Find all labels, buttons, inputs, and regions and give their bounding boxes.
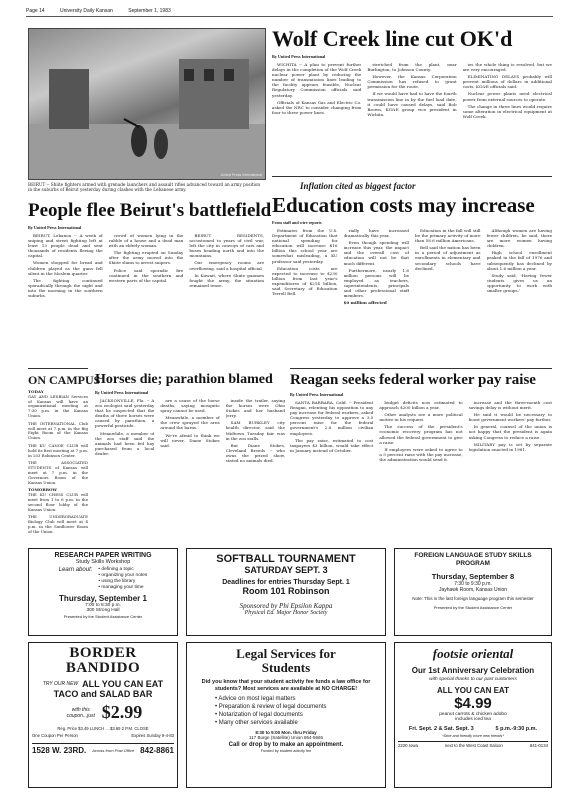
beirut-photo xyxy=(28,28,266,180)
ad-footsie-oriental xyxy=(394,642,552,788)
education-col-3 xyxy=(415,228,481,365)
horses-headline: Horses die; parathion blamed xyxy=(95,372,273,387)
paragraph: Education in the fall will still be the primary activity of more than 58.6 million Americans. xyxy=(415,228,481,244)
paragraph: Although women are having fewer children, he said, there are more women having children. xyxy=(486,228,552,249)
ad-bullet: • Preparation & review of legal documents xyxy=(215,704,327,710)
page-number: Page 14 xyxy=(26,8,45,14)
paragraph: SANTA BARBARA, Calif. -- President Reagan, relenting his opposition to any pay increase for federal workers, asked Congress yesterday to approve a 3.5 percent raise for the federal government's 2.8 million civilian employees. xyxy=(290,400,374,436)
education-body xyxy=(272,228,552,365)
ad-bullet: • managing your time xyxy=(98,585,144,590)
paragraph: Estimates from the U.S. Department of Education that national spending for education will increase $16 billion this school year are somewhat misleading, a KU professor said yesterday. xyxy=(272,228,338,264)
ad-coupon: with this coupon...just xyxy=(66,706,95,719)
paragraph: We're afraid to think we will never, Diane Stokes said. xyxy=(160,432,220,448)
list-item xyxy=(28,444,88,458)
ad-sponsor: Sponsored by Phi Epsilon Kappa xyxy=(239,602,333,610)
paragraph: Women shopped for bread and children played as the guns fell silent in the Moslem quarter. xyxy=(28,260,103,276)
ad-phone: 842-8861 xyxy=(140,746,174,755)
paragraph: The pay raise, estimated to cost taxpayers $3 billion, would take effect in January instead of October. xyxy=(290,437,374,453)
ad-legal-services xyxy=(186,642,386,788)
ad-date: SATURDAY SEPT. 3 xyxy=(244,565,328,575)
education-kicker: Inflation cited as biggest factor xyxy=(300,181,416,191)
horses-col-3 xyxy=(226,398,285,542)
beirut-col-1 xyxy=(28,233,103,365)
list-item xyxy=(28,488,88,512)
reagan-col-1 xyxy=(290,400,373,542)
reagan-col-3 xyxy=(469,400,552,542)
subhead: $0 million affected xyxy=(343,300,387,306)
list-item xyxy=(28,390,88,419)
divider xyxy=(28,368,88,369)
ad-sponsor: Presented by the Student Assistance Center xyxy=(433,605,513,610)
ad-price: $2.99 xyxy=(101,702,143,722)
paragraph: The success of the president's economic recovery program has not allowed the federal government to give a raise. xyxy=(379,424,463,445)
paragraph: BEIRUT RESIDENTS, accustomed to years of civil war, left the city in convoys of cars and buses heading north and into the mountains. xyxy=(189,233,265,259)
ad-dates: Fri. Sept. 2 & Sat. Sept. 3 xyxy=(408,726,474,732)
education-col-1 xyxy=(272,228,338,365)
beirut-col-2 xyxy=(109,233,184,365)
paragraph: JACKSONVILLE, Fla. -- A zoo zoologist said yesterday that he suspected that the deaths of three horses were caused by parathion, a powerful pesticide. xyxy=(95,398,155,429)
beirut-headline: People flee Beirut's battlefield xyxy=(28,200,272,221)
paragraph: increase and the three-month cost savings delay is without merit. xyxy=(468,400,552,411)
ad-learn-label: Learn about: xyxy=(58,567,93,573)
paragraph: In general, counsel of the union is not happy that the president is again asking Congress to reduce a raise. xyxy=(468,424,552,440)
item-text: THE ASSOCIATED STUDENTS of Kansas will meet at 7 p.m. in the Governors Room of the Kansas Union. xyxy=(28,460,88,485)
ad-date: Thursday, September 8 xyxy=(431,572,515,581)
ad-bullet: • organizing your notes xyxy=(98,573,148,578)
paragraph: Furthermore, nearly 1.6 million persons will be employed as teachers, superintendents, principals and other professional staff members. xyxy=(343,267,409,299)
ad-question: Did you know that your student activity fee funds a law office for students? Most services are available at NO CHARGE! xyxy=(201,679,371,692)
paragraph: budget deficits now estimated to approach $200 billion a year. xyxy=(379,400,463,411)
paragraph: Nuclear power plants need electrical power from external sources to operate. xyxy=(462,91,552,102)
ad-bullet: • Many other services available xyxy=(215,720,298,726)
ad-date: Thursday, September 1 xyxy=(59,594,147,603)
ad-title: FOREIGN LANGUAGE STUDY SKILLS PROGRAM xyxy=(414,552,532,567)
ad-foreign-language xyxy=(394,548,552,636)
ad-border-bandido xyxy=(28,642,178,788)
reagan-body xyxy=(290,400,552,542)
ad-one-coupon: One Coupon Per Person xyxy=(32,733,78,738)
ad-location: Across from Post Office xyxy=(92,748,135,753)
ad-item: TACO and SALAD BAR xyxy=(53,689,153,699)
ad-tryour: TRY OUR NEW xyxy=(42,681,79,687)
ad-reg-price: Reg. Price $3.49 LUNCH ... $3.69 2 P.M. CLOSE xyxy=(57,726,149,731)
ad-sponsor: Presented by the Student Assistance Center xyxy=(63,614,143,619)
beirut-byline: By United Press International xyxy=(28,225,82,230)
ad-menu: includes iced tea xyxy=(455,717,491,722)
item-text: THE KU CANOE CLUB will hold its first meeting at 7 p.m. in 203 Robinson Center. xyxy=(28,442,88,458)
ad-anniversary: Our 1st Anniversary Celebration xyxy=(411,666,535,675)
ad-title: Legal Services for Students xyxy=(236,646,336,675)
list-item xyxy=(28,422,88,441)
ad-place: 300 Strong Hall xyxy=(86,608,120,613)
page-header xyxy=(26,8,553,17)
list-item xyxy=(28,515,88,534)
divider xyxy=(272,176,552,177)
wolfcreek-headline: Wolf Creek line cut OK'd xyxy=(272,26,513,51)
paragraph: Bell said the nation has been in a period of adjustment as enrollments in elementary and secondary schools have declined. xyxy=(415,245,481,271)
paragraph: However, the Kansas Corporation Commission has refused to grant permission for the route. xyxy=(367,74,457,90)
ad-call: Call or drop by to make an appointment. xyxy=(228,742,344,748)
photo-scene xyxy=(29,29,265,179)
paragraph: He said it would be necessary to boost government workers' pay further. xyxy=(468,412,552,423)
ad-subtitle: Study Skills Workshop xyxy=(75,559,131,565)
paragraph: If we would have had to have the fourth transmission line in by the fuel load date, it could have caused delays, said Bob Brown, KG&E group vice president in Wichita. xyxy=(367,91,457,117)
horses-byline: By United Press International xyxy=(95,390,149,395)
education-col-4 xyxy=(487,228,553,365)
paragraph: Education costs are expected to increase to $230 billion from last year's expenditures of $214 billion, said Secretary of Education Terrell Bell. xyxy=(272,265,338,297)
issue-date: September 1, 1983 xyxy=(128,8,171,14)
horses-col-2 xyxy=(160,398,219,542)
list-item xyxy=(28,461,88,485)
photo-caption: BEIRUT -- Shiite fighters armed with grenade launchers and assault rifles advanced toward an army position in the suburbs of Beirut yesterday during clashes with the Lebanese army. xyxy=(28,182,261,192)
paper-name: University Daily Kansan xyxy=(60,8,113,14)
paragraph: rially have increased dramatically this year. xyxy=(343,228,409,239)
ad-funded: Funded by student activity fee xyxy=(260,749,312,753)
beirut-body xyxy=(28,233,264,365)
paragraph: The fighting erupted on Sunday after the army moved into the Shiite slums to arrest snipers. xyxy=(108,250,184,266)
ad-bullet: • Notarization of legal documents xyxy=(215,712,303,718)
item-head: TODAY xyxy=(28,390,44,394)
ad-hours: 5 p.m.-9:30 p.m. xyxy=(495,726,538,732)
ad-title: SOFTBALL TOURNAMENT xyxy=(216,553,356,565)
paragraph: stretched from the plant, near Burlington, to Johnson County. xyxy=(367,62,457,73)
wolfcreek-byline: By United Press International xyxy=(272,54,326,59)
reagan-headline: Reagan seeks federal worker pay raise xyxy=(290,372,536,388)
ad-hours: 8:30 to 5:00 Mon. thru Friday xyxy=(255,730,317,735)
ad-menu: peanut carrots & chicken adobo xyxy=(439,712,507,717)
ad-room: Room 101 Robinson xyxy=(242,586,330,596)
ad-title: footsie oriental xyxy=(432,646,514,661)
paragraph: The fighting continued sporadically through the night and into the morning in the southern suburbs. xyxy=(28,277,103,299)
paragraph: In Kuwait, where Shiite gunmen fought the army, the situation remained tense. xyxy=(189,272,265,288)
oncampus-title: ON CAMPUS xyxy=(28,373,101,387)
item-text: THE UNDERGRADUATE Biology Club will meet at 4 p.m. in the Sunflower Room of the Union. xyxy=(28,514,88,534)
paragraph: The change in three lines would require some alteration in electrical equipment at Wolf Creek. xyxy=(462,103,552,119)
paragraph: Even though spending will increase this year, the impact and the overall cost of education will not be that much different. xyxy=(343,240,409,266)
ad-dept: Physical Ed. Major Honor Society xyxy=(244,610,328,616)
ad-dine: *Dine and friendly more new friends* xyxy=(442,734,504,738)
ad-phone: 841-0134 xyxy=(529,743,548,748)
education-byline: From staff and wire reports xyxy=(272,220,322,225)
ad-price: $4.99 xyxy=(454,695,492,712)
paragraph: Our emergency rooms are overflowing, said a hospital official. xyxy=(189,260,265,271)
paragraph: If employees were asked to agree to a 5 percent raise with the pay increase, the administration would send it. xyxy=(379,446,463,462)
item-text: THE INTERNATIONAL Club will meet at 7 p.m. in the Big Eight Room of the Kansas Union. xyxy=(28,420,88,441)
paragraph: High school enrollment peaked in the fall of 1976 and subsequently has declined by about 1.6 million a year. xyxy=(486,250,552,271)
horses-body xyxy=(95,398,285,542)
ad-where: 117 Burge (Satellite) Union 864-5665 xyxy=(249,735,323,740)
ad-address: 1528 W. 23RD. xyxy=(32,746,87,755)
ad-note: Note: This is the last foreign language program this semester xyxy=(412,596,534,601)
reagan-byline: By United Press International xyxy=(290,392,344,397)
beirut-col-3 xyxy=(189,233,264,365)
horses-col-1 xyxy=(95,398,154,542)
wolfcreek-col-1 xyxy=(272,62,361,172)
paragraph: Police said sporadic fire continued in the southern and western parts of the capital. xyxy=(108,267,184,283)
ad-time: 7:30 to 9:30 p.m. xyxy=(454,581,492,587)
item-text: GAY AND LESBIAN Services of Kansas will have an organizational meeting at 7:30 p.m. in the Kansas Union. xyxy=(28,393,88,418)
photo-credit: United Press International xyxy=(220,173,262,177)
paragraph: ies the whole thing is resolved, but we are very encouraged. xyxy=(462,62,552,73)
paragraph: Other analysts see a more political motive in his request. xyxy=(379,412,463,423)
ad-bullet: • defining a topic xyxy=(98,567,134,572)
paragraph: WICHITA -- A plan to prevent further delays in the completion of the Wolf Creek nuclear power plant by reducing the number of transmission lines leading to the facility appears feasible, Nuclear Regulatory Commission officials said yesterday. xyxy=(272,62,362,98)
paragraph: But Diane Stokes, Cleveland Breeds -- who owns the prized show, stated no animals died. xyxy=(225,442,285,464)
ad-offer: ALL YOU CAN EAT xyxy=(436,686,509,695)
paragraph: BEIRUT, Lebanon -- A week of sniping and street fighting left at least 13 people dead and sent thousands of residents fleeing the capital. xyxy=(28,233,103,259)
paragraph: MILITARY pay is set by separate legislation enacted in 1981. xyxy=(468,441,552,452)
wolfcreek-col-3 xyxy=(463,62,552,172)
paragraph: Meanwhile, a member of the zoo staff said the animals had been fed hay purchased from a local dealer. xyxy=(95,430,155,456)
paragraph: Meanwhile, a member of the crew sprayed the area around the barns. xyxy=(160,415,220,431)
item-head: TOMORROW xyxy=(28,487,57,493)
paragraph: ELIMINATING DELAYS probably will prevent millions of dollars in additional costs, KG&E officials said. xyxy=(462,74,552,90)
ad-special: with special thanks to our past customers xyxy=(429,677,517,682)
ad-expires: Expires Sunday 9-4-83 xyxy=(131,733,174,738)
item-text: THE KU CHESS CLUB will meet from 1 to 6 p.m. in the second floor lobby of the Kansas Union. xyxy=(28,492,88,512)
ad-place: Jayhawk Room, Kansas Union xyxy=(438,587,508,593)
paragraph: SAM BURKLEY city health director, said the Midtown Tuesday fair was in the zoo stalls. xyxy=(225,420,285,441)
oncampus-list xyxy=(28,390,88,542)
wolfcreek-col-2 xyxy=(367,62,456,172)
paragraph: are a cause of the horse deaths, saying mosquito spray cannot be used. xyxy=(160,398,220,414)
ad-address: 2220 Iowa xyxy=(398,743,418,748)
ad-softball xyxy=(186,548,386,636)
ad-deadline: Deadlines for entries Thursday Sept. 1 xyxy=(222,579,350,586)
ad-time: 7:00 to 8:30 p.m. xyxy=(84,603,121,608)
ad-research-paper xyxy=(28,548,178,636)
wolfcreek-body xyxy=(272,62,552,172)
ad-title: BORDER BANDIDO xyxy=(65,645,141,676)
ad-bullet: • using the library xyxy=(98,579,136,584)
paragraph: inside the trailer, saying the horses were Ohio Stokes and her husband Jerry. xyxy=(225,398,285,419)
paragraph: crowd of women lying in the rubble of a house and a dead man with an elderly woman. xyxy=(108,233,184,249)
ad-location: next to the West Coast Saloon xyxy=(444,743,503,748)
reagan-col-2 xyxy=(379,400,462,542)
ad-offer: ALL YOU CAN EAT xyxy=(82,679,164,689)
paragraph: Study said, 'Having fewer students gives us an opportunity to work with smaller groups.' xyxy=(486,272,552,294)
education-headline: Education costs may increase xyxy=(272,193,535,217)
divider xyxy=(290,368,552,369)
ad-bullet: • Advice on most legal matters xyxy=(215,696,296,702)
paragraph: Officials of Kansas Gas and Electric Co. asked the NRC to consider changing from four to three power lines. xyxy=(272,99,362,115)
education-col-2 xyxy=(344,228,410,365)
ad-title: RESEARCH PAPER WRITING xyxy=(54,552,152,559)
